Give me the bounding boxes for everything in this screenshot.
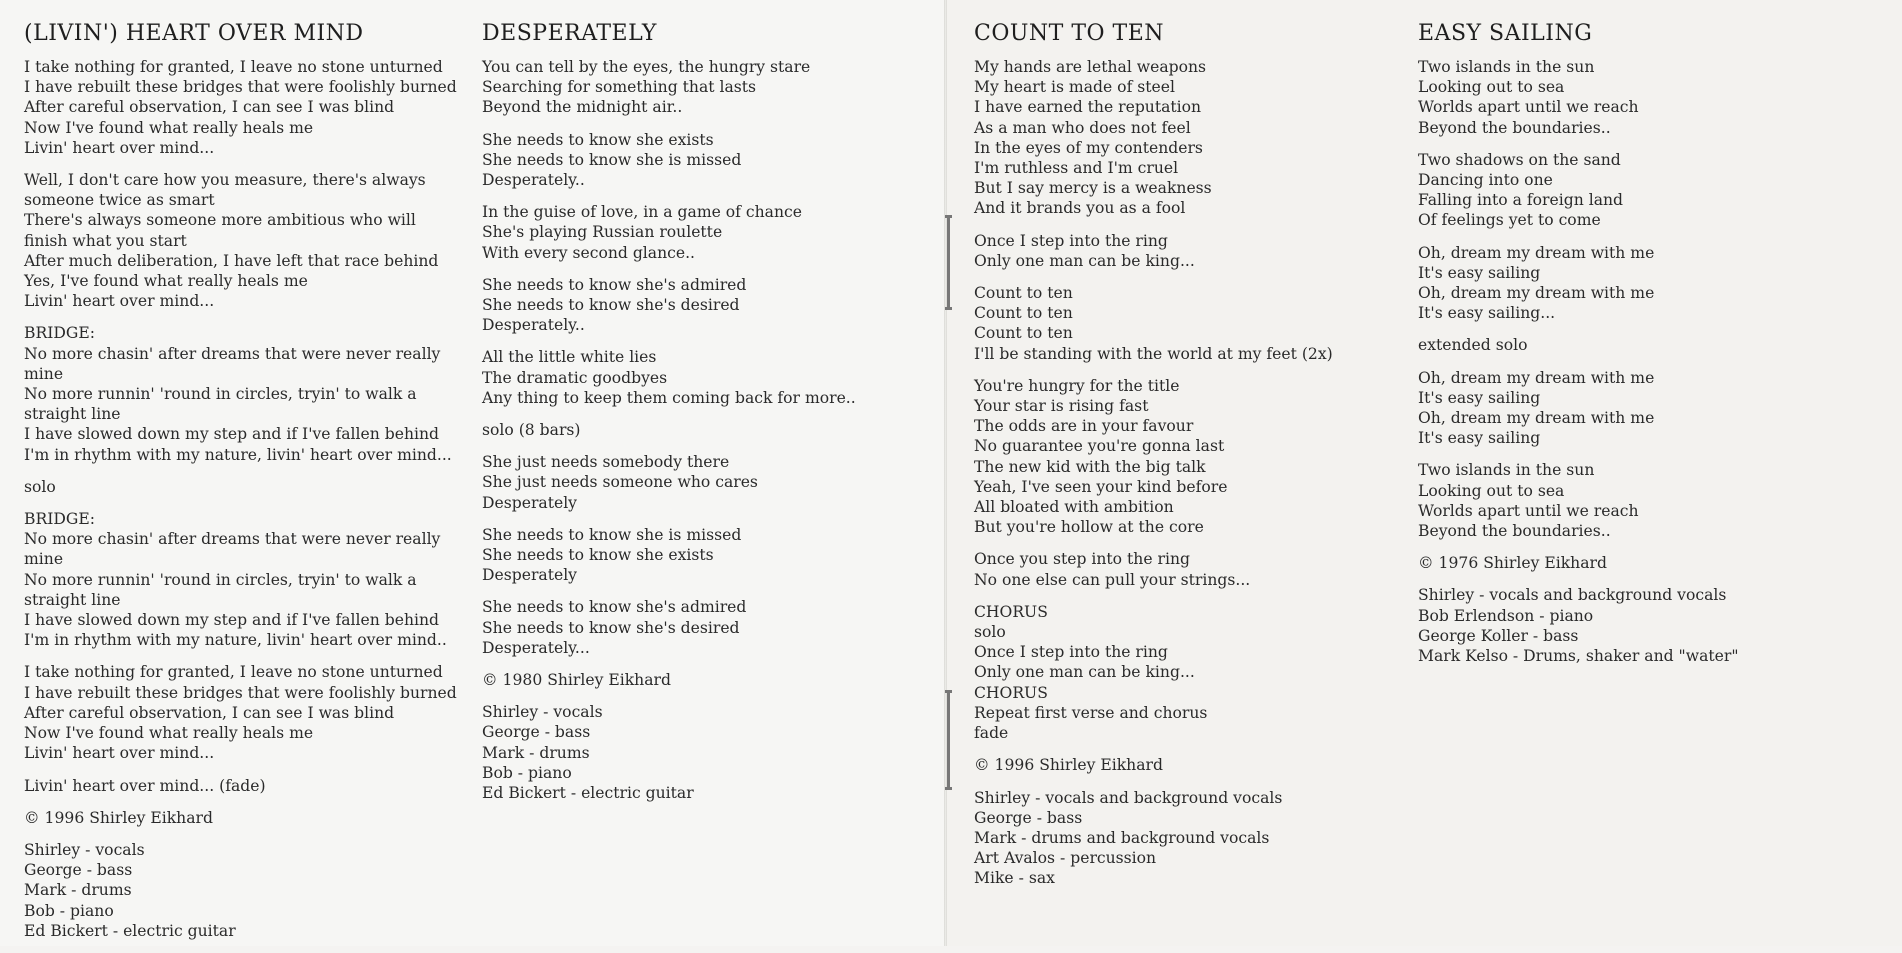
lyric-line: Mark Kelso - Drums, shaker and "water" (1418, 647, 1739, 666)
lyric-stanza (1418, 150, 1878, 231)
song-title: DESPERATELY (482, 21, 657, 46)
lyric-line: She needs to know she's desired (482, 296, 740, 315)
lyric-line: Worlds apart until we reach (1418, 501, 1639, 520)
lyric-line: After careful observation, I can see I was blind (24, 98, 395, 117)
lyric-line: BRIDGE: (24, 510, 95, 529)
lyric-line: Desperately.. (482, 171, 585, 190)
lyric-line: Bob - piano (482, 763, 572, 782)
lyric-line: She needs to know she is missed (482, 150, 742, 169)
lyric-line: fade (974, 724, 1009, 743)
lyric-line: Bob - piano (24, 901, 114, 920)
lyric-line: All bloated with ambition (974, 498, 1174, 517)
lyric-line: © 1980 Shirley Eikhard (482, 671, 671, 690)
lyric-line: © 1996 Shirley Eikhard (24, 808, 213, 827)
lyric-line: Looking out to sea (1418, 481, 1565, 500)
lyric-line: Beyond the boundaries.. (1418, 522, 1611, 541)
lyric-line: solo (24, 477, 56, 496)
lyric-line: extended solo (1418, 336, 1528, 355)
lyric-line: Count to ten (974, 304, 1073, 323)
lyric-line: I have rebuilt these bridges that were foolishly burned (24, 78, 457, 97)
lyric-line: The odds are in your favour (974, 417, 1194, 436)
lyric-line: And it brands you as a fool (974, 199, 1186, 218)
lyric-line: In the eyes of my contenders (974, 138, 1203, 157)
lyric-line: Shirley - vocals (482, 703, 603, 722)
lyric-line: I have slowed down my step and if I've fallen behind (24, 611, 440, 630)
lyric-line: I'm ruthless and I'm cruel (974, 159, 1179, 178)
lyric-line: I'm in rhythm with my nature, livin' heart over mind... (24, 445, 452, 464)
song-column-count-to-ten (974, 20, 1394, 901)
lyric-stanza (1418, 57, 1878, 138)
lyric-line: It's easy sailing... (1418, 304, 1556, 323)
lyric-stanza (1418, 368, 1878, 449)
lyric-line: No more runnin' 'round in circles, tryin' to walk a straight line (24, 385, 417, 424)
lyric-line: Oh, dream my dream with me (1418, 409, 1655, 428)
lyric-line: Livin' heart over mind... (24, 744, 215, 763)
lyric-stanza (24, 477, 459, 497)
lyric-line: I take nothing for granted, I leave no stone unturned (24, 663, 443, 682)
lyric-line: After careful observation, I can see I was blind (24, 703, 395, 722)
song-title: COUNT TO TEN (974, 21, 1165, 46)
lyric-stanza (1418, 585, 1878, 666)
lyric-line: © 1976 Shirley Eikhard (1418, 554, 1607, 573)
lyric-line: Two shadows on the sand (1418, 150, 1621, 169)
lyric-stanza (974, 755, 1394, 775)
song-lyrics (974, 57, 1394, 889)
lyric-line: Your star is rising fast (974, 397, 1149, 416)
lyric-line: Dancing into one (1418, 171, 1553, 190)
lyric-line: There's always someone more ambitious who will finish what you start (24, 211, 416, 250)
lyric-line: The dramatic goodbyes (482, 368, 668, 387)
lyric-stanza (482, 130, 922, 191)
lyric-stanza (482, 420, 922, 440)
lyric-line: © 1996 Shirley Eikhard (974, 756, 1163, 775)
lyric-line: George - bass (482, 723, 591, 742)
lyric-stanza (974, 57, 1394, 219)
lyric-line: Once I step into the ring (974, 643, 1168, 662)
song-title: (LIVIN') HEART OVER MIND (24, 21, 364, 46)
lyric-line: Mike - sax (974, 869, 1055, 888)
lyric-stanza (24, 57, 459, 158)
lyric-stanza (24, 776, 459, 796)
lyric-stanza (482, 57, 922, 118)
lyric-line: Mark - drums and background vocals (974, 828, 1270, 847)
lyric-line: Oh, dream my dream with me (1418, 284, 1655, 303)
lyric-line: Livin' heart over mind... (24, 138, 215, 157)
song-lyrics (1418, 57, 1878, 666)
lyric-line: Falling into a foreign land (1418, 191, 1624, 210)
lyric-stanza (24, 509, 459, 650)
lyric-line: Ed Bickert - electric guitar (482, 784, 694, 803)
lyric-stanza (482, 347, 922, 408)
song-title: EASY SAILING (1418, 21, 1593, 46)
lyric-line: No more chasin' after dreams that were never really mine (24, 530, 441, 569)
lyric-line: Yes, I've found what really heals me (24, 272, 308, 291)
lyric-line: CHORUS (974, 602, 1048, 621)
song-column-easy-sailing (1418, 20, 1878, 678)
lyric-line: Shirley - vocals (24, 840, 145, 859)
lyric-stanza (482, 702, 922, 803)
song-lyrics (24, 57, 459, 941)
lyric-stanza (482, 452, 922, 513)
lyric-line: Beyond the midnight air.. (482, 98, 683, 117)
lyric-line: Only one man can be king... (974, 251, 1195, 270)
lyric-stanza (482, 275, 922, 336)
lyric-line: Worlds apart until we reach (1418, 98, 1639, 117)
lyric-line: I take nothing for granted, I leave no stone unturned (24, 58, 443, 76)
lyric-line: Any thing to keep them coming back for more.. (482, 388, 856, 407)
lyric-line: Livin' heart over mind... (24, 292, 215, 311)
lyric-line: She just needs someone who cares (482, 473, 758, 492)
lyric-line: Yeah, I've seen your kind before (974, 477, 1228, 496)
lyric-line: As a man who does not feel (974, 118, 1191, 137)
lyric-line: Two islands in the sun (1418, 58, 1595, 76)
lyric-stanza (974, 602, 1394, 743)
lyric-line: My hands are lethal weapons (974, 58, 1207, 76)
lyric-line: Mark - drums (482, 743, 590, 762)
lyric-stanza (1418, 553, 1878, 573)
lyric-line: Two islands in the sun (1418, 461, 1595, 480)
lyric-line: She just needs somebody there (482, 453, 730, 472)
lyric-line: Oh, dream my dream with me (1418, 368, 1655, 387)
lyric-line: I'll be standing with the world at my feet (2x) (974, 344, 1333, 363)
lyric-line: She needs to know she exists (482, 130, 714, 149)
lyric-line: Beyond the boundaries.. (1418, 118, 1611, 137)
lyric-stanza (24, 323, 459, 464)
lyric-line: All the little white lies (482, 348, 657, 367)
lyric-line: Searching for something that lasts (482, 78, 757, 97)
lyric-stanza (24, 170, 459, 311)
lyric-line: My heart is made of steel (974, 78, 1176, 97)
lyric-line: George Koller - bass (1418, 626, 1579, 645)
lyric-stanza (24, 808, 459, 828)
lyric-stanza (482, 670, 922, 690)
song-column-desperately (482, 20, 922, 815)
lyric-line: Desperately (482, 566, 577, 585)
lyric-line: Once I step into the ring (974, 231, 1168, 250)
lyric-stanza (1418, 335, 1878, 355)
lyric-stanza (1418, 243, 1878, 324)
lyric-line: BRIDGE: (24, 324, 95, 343)
lyric-line: She needs to know she's admired (482, 598, 747, 617)
song-column-heart-over-mind (24, 20, 459, 953)
lyric-stanza (24, 840, 459, 941)
lyric-stanza (482, 525, 922, 586)
lyric-line: Of feelings yet to come (1418, 211, 1601, 230)
lyric-stanza (974, 231, 1394, 271)
lyric-stanza (1418, 460, 1878, 541)
lyric-line: Desperately.. (482, 316, 585, 335)
page-fold (944, 0, 947, 946)
lyric-line: Shirley - vocals and background vocals (1418, 586, 1727, 605)
lyric-line: Mark - drums (24, 881, 132, 900)
lyric-line: But you're hollow at the core (974, 518, 1204, 537)
lyric-line: No guarantee you're gonna last (974, 437, 1225, 456)
bracket-mark (947, 690, 950, 790)
lyric-line: She needs to know she exists (482, 546, 714, 565)
lyric-line: It's easy sailing (1418, 429, 1541, 448)
lyric-line: Looking out to sea (1418, 78, 1565, 97)
lyric-line: It's easy sailing (1418, 388, 1541, 407)
lyric-line: Once you step into the ring (974, 550, 1190, 569)
lyric-line: I have earned the reputation (974, 98, 1202, 117)
lyric-stanza (974, 376, 1394, 538)
lyric-line: Only one man can be king... (974, 663, 1195, 682)
lyric-line: Shirley - vocals and background vocals (974, 788, 1283, 807)
lyric-line: After much deliberation, I have left that race behind (24, 251, 439, 270)
bracket-mark (947, 215, 950, 310)
lyric-line: CHORUS (974, 683, 1048, 702)
lyric-line: Livin' heart over mind... (fade) (24, 776, 266, 795)
lyric-line: You can tell by the eyes, the hungry stare (482, 58, 811, 76)
lyric-line: No more chasin' after dreams that were never really mine (24, 344, 441, 383)
lyric-line: Desperately... (482, 638, 590, 657)
lyric-line: Oh, dream my dream with me (1418, 243, 1655, 262)
lyric-line: She needs to know she is missed (482, 525, 742, 544)
song-lyrics (482, 57, 922, 803)
lyric-line: Well, I don't care how you measure, there's always someone twice as smart (24, 171, 426, 210)
lyric-line: Repeat first verse and chorus (974, 703, 1208, 722)
lyric-line: Count to ten (974, 324, 1073, 343)
lyric-line: She's playing Russian roulette (482, 223, 723, 242)
lyric-line: No one else can pull your strings... (974, 570, 1251, 589)
lyric-line: In the guise of love, in a game of chance (482, 203, 802, 222)
lyric-line: solo (8 bars) (482, 421, 581, 440)
lyric-stanza (482, 202, 922, 263)
lyric-line: I have rebuilt these bridges that were foolishly burned (24, 683, 457, 702)
lyric-line: Now I've found what really heals me (24, 724, 314, 743)
lyric-line: She needs to know she's admired (482, 275, 747, 294)
lyric-line: Art Avalos - percussion (974, 849, 1157, 868)
lyric-line: Desperately (482, 493, 577, 512)
lyric-line: I have slowed down my step and if I've fallen behind (24, 425, 440, 444)
lyric-line: You're hungry for the title (974, 376, 1180, 395)
lyric-line: It's easy sailing (1418, 263, 1541, 282)
lyric-line: With every second glance.. (482, 243, 696, 262)
lyric-line: I'm in rhythm with my nature, livin' heart over mind.. (24, 631, 447, 650)
lyric-stanza (24, 662, 459, 763)
lyric-line: But I say mercy is a weakness (974, 179, 1212, 198)
lyric-line: Count to ten (974, 284, 1073, 303)
lyric-stanza (482, 597, 922, 658)
lyric-line: solo (974, 623, 1006, 642)
lyric-stanza (974, 788, 1394, 889)
lyric-line: Ed Bickert - electric guitar (24, 921, 236, 940)
lyric-line: George - bass (24, 861, 133, 880)
lyric-stanza (974, 549, 1394, 589)
lyric-line: She needs to know she's desired (482, 618, 740, 637)
lyric-line: George - bass (974, 808, 1083, 827)
lyric-line: Now I've found what really heals me (24, 118, 314, 137)
lyric-stanza (974, 283, 1394, 364)
lyric-line: Bob Erlendson - piano (1418, 606, 1594, 625)
lyric-line: No more runnin' 'round in circles, tryin' to walk a straight line (24, 570, 417, 609)
lyric-line: The new kid with the big talk (974, 457, 1206, 476)
